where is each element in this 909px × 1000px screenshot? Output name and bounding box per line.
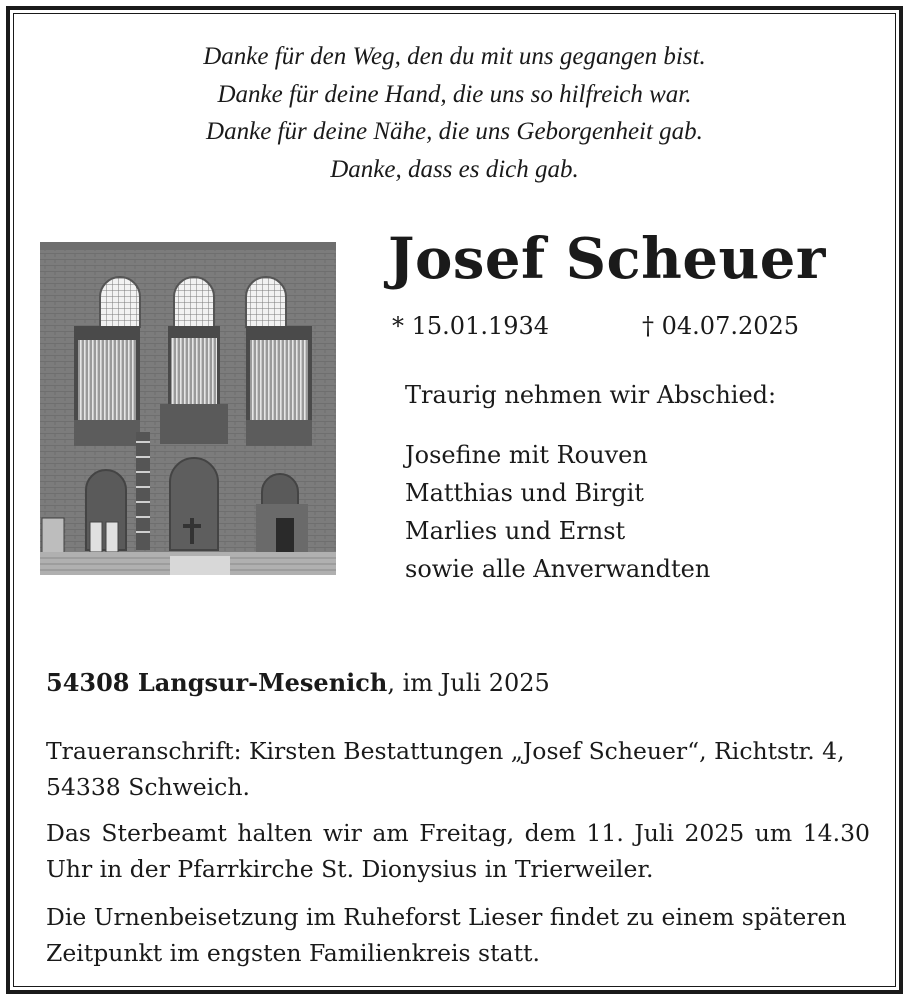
poem-line: Danke, dass es dich gab. xyxy=(330,155,579,183)
requiem-info: Das Sterbeamt halten wir am Freitag, dem 11. Juli 2025 um 14.30 Uhr in der Pfarrkirche St. Dionysius in Trierweiler. xyxy=(46,819,870,883)
mourner-line: Josefine mit Rouven xyxy=(405,441,648,469)
poem-line: Danke für deine Nähe, die uns Geborgenheit gab. xyxy=(206,118,703,145)
birth-date: * 15.01.1934 xyxy=(392,312,550,340)
mourner-line: Marlies und Ernst xyxy=(405,517,626,545)
mourning-address: Traueranschrift: Kirsten Bestattungen „Josef Scheuer“, Richtstr. 4, 54338 Schweich. xyxy=(46,737,845,801)
place-town: 54308 Langsur-Mesenich xyxy=(46,668,388,697)
deceased-name: Josef Scheuer xyxy=(388,226,826,292)
church-organ-photo xyxy=(40,242,336,575)
poem xyxy=(0,38,909,188)
mourners-intro: Traurig nehmen wir Abschied: xyxy=(405,381,777,409)
burial-info: Die Urnenbeisetzung im Ruheforst Lieser findet zu einem späteren Zeitpunkt im engsten Familienkreis statt. xyxy=(46,903,847,967)
death-date: † 04.07.2025 xyxy=(642,312,800,340)
poem-line: Danke für den Weg, den du mit uns gegangen bist. xyxy=(203,43,706,70)
mourner-line: Matthias und Birgit xyxy=(405,479,644,507)
mourner-line: sowie alle Anverwandten xyxy=(405,555,711,583)
place-and-date xyxy=(46,668,550,697)
poem-line: Danke für deine Hand, die uns so hilfreich war. xyxy=(217,80,692,108)
place-date: , im Juli 2025 xyxy=(387,669,550,697)
